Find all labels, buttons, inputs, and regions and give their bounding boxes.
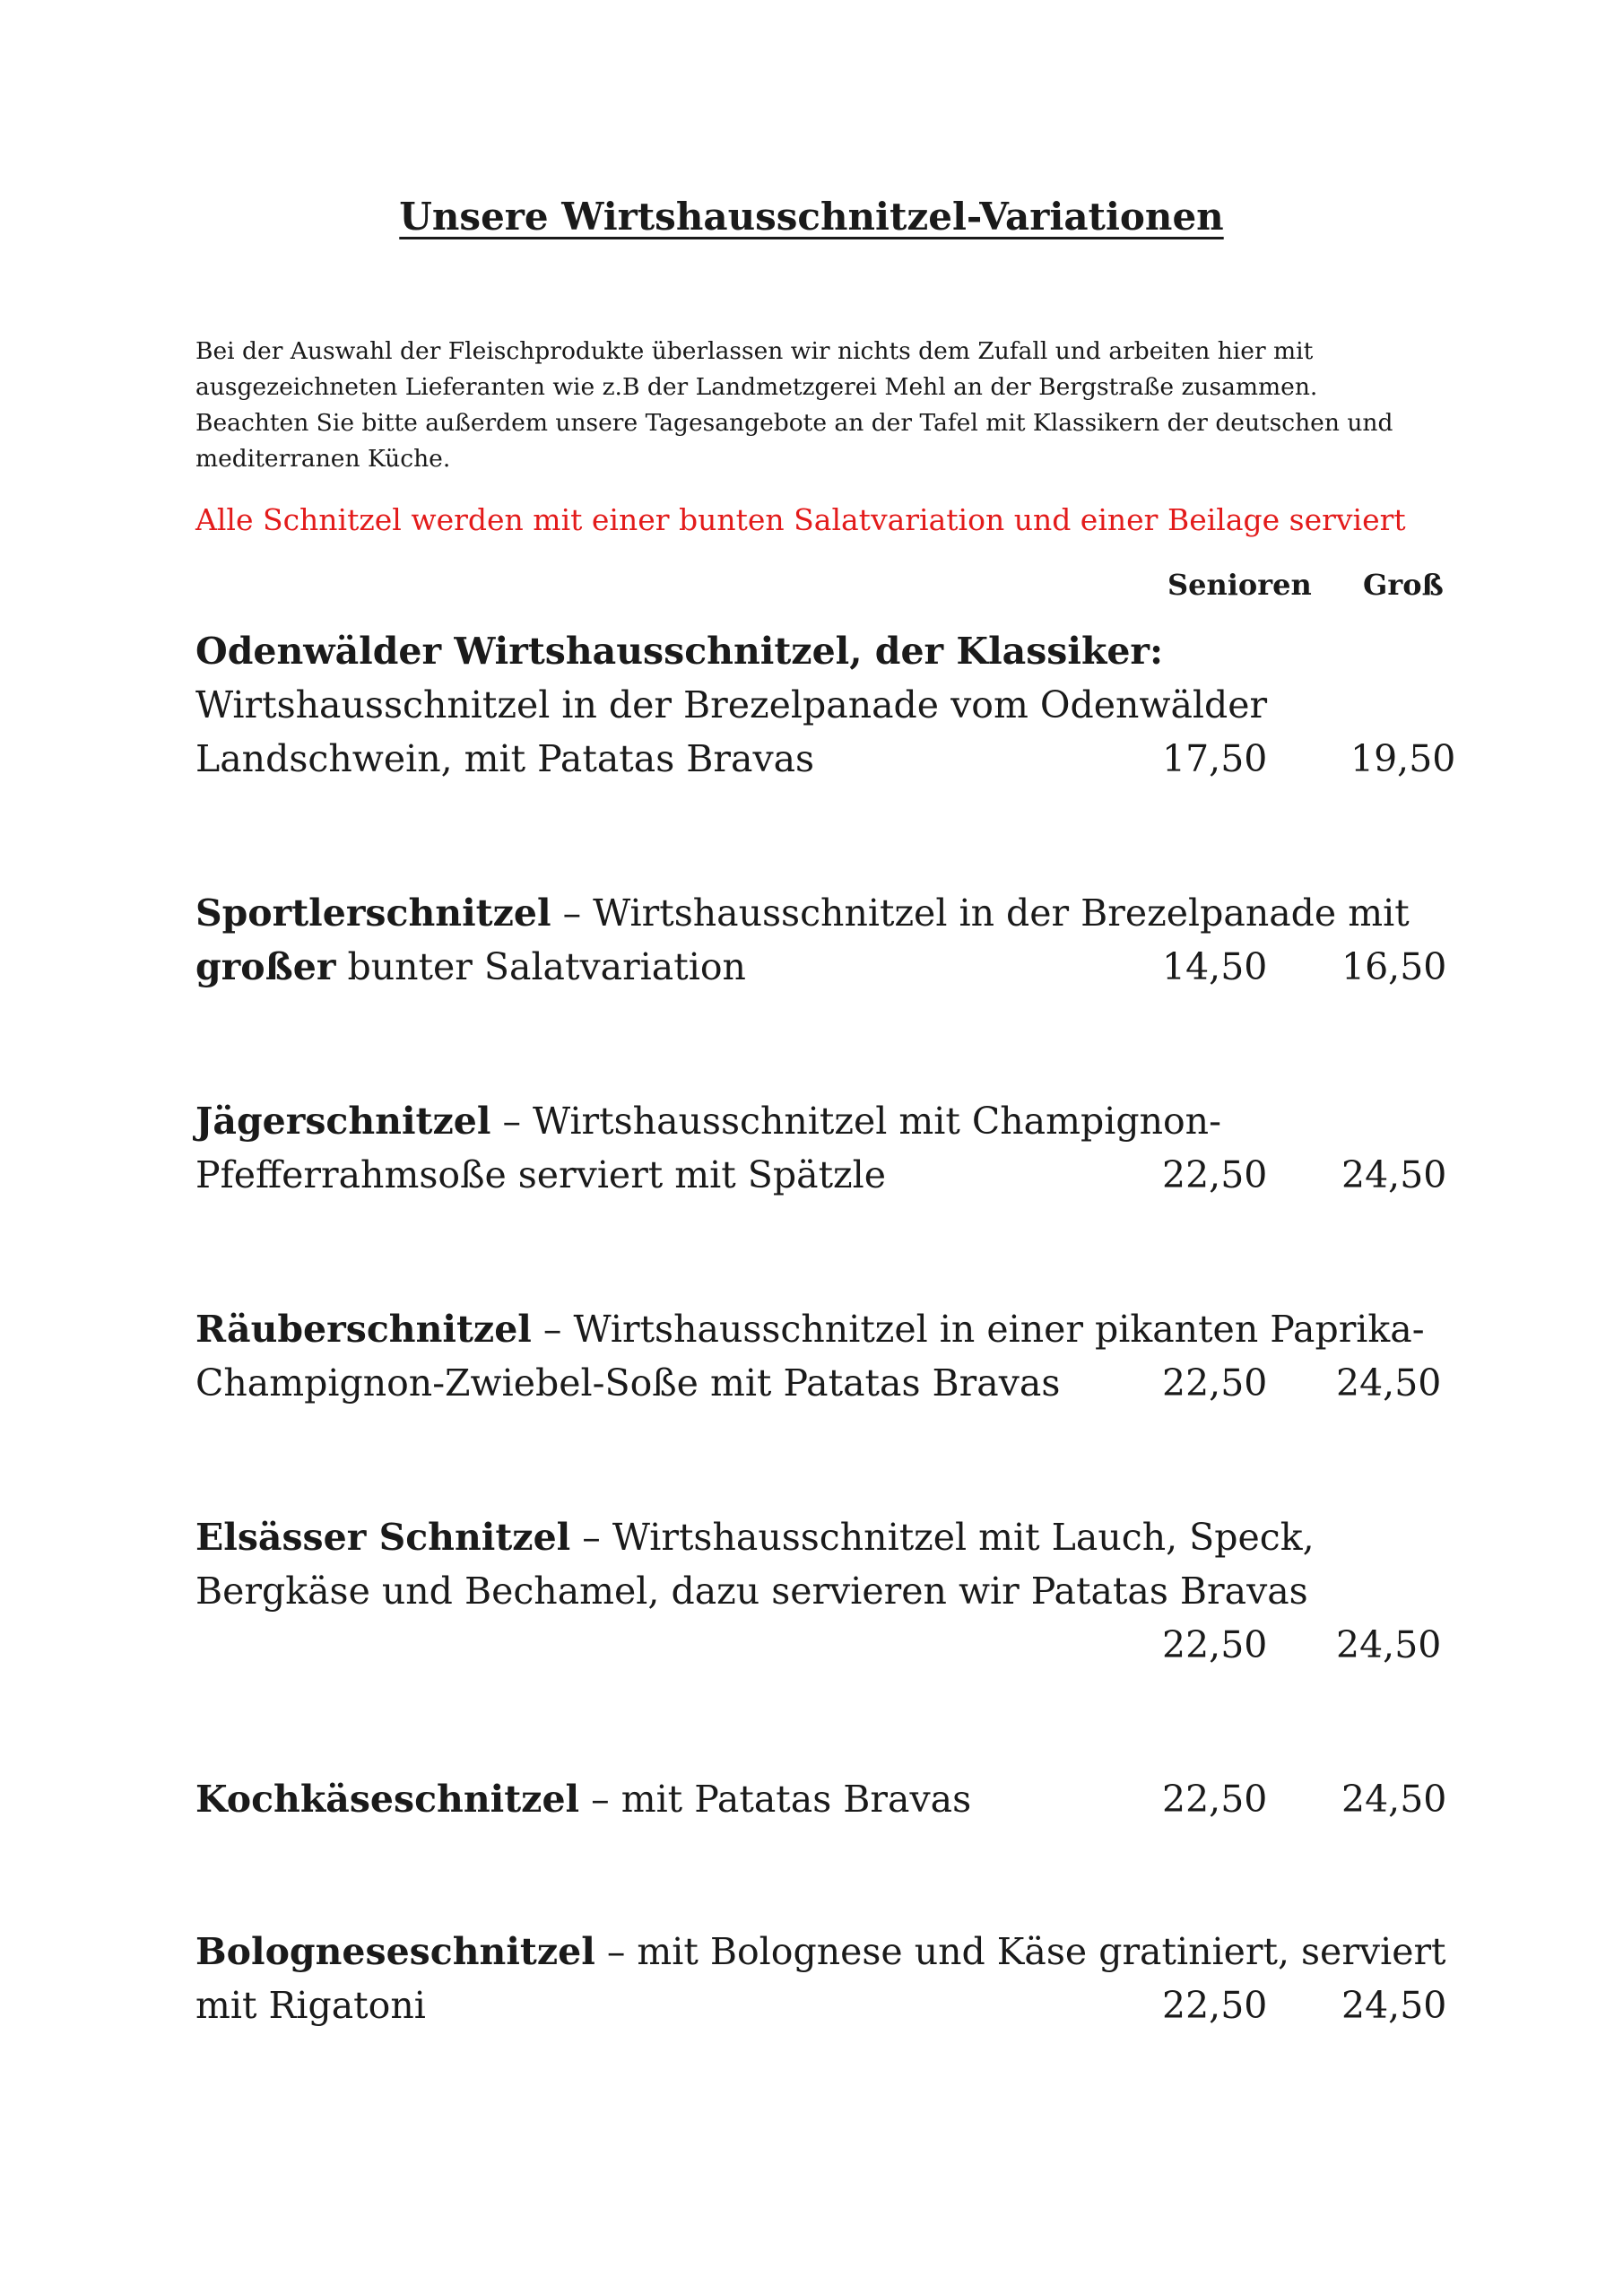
item-emphasis: großer (195, 945, 336, 988)
item-title: Sportlerschnitzel (195, 891, 551, 935)
menu-item-description: – Wirtshausschnitzel mit Lauch, Speck, (570, 1516, 1315, 1559)
menu-item-line (195, 886, 1410, 940)
price-senioren: 14,50 (1162, 945, 1268, 988)
page-title: Unsere Wirtshausschnitzel-Variationen (399, 195, 1224, 239)
intro-line: mediterranen Küche. (195, 445, 451, 473)
intro-line: ausgezeichneten Lieferanten wie z.B der Landmetzgerei Mehl an der Bergstraße zusammen. (195, 373, 1318, 401)
menu-item-line (195, 940, 746, 994)
menu-item-line (195, 1094, 1221, 1148)
price-senioren: 17,50 (1162, 737, 1268, 780)
menu-item-description: – Wirtshausschnitzel in einer pikanten Paprika- (531, 1308, 1425, 1351)
price-gross: 19,50 (1350, 737, 1456, 780)
column-header-senioren: Senioren (1167, 568, 1312, 602)
menu-item-description: Wirtshausschnitzel in der Brezelpanade vom Odenwälder (195, 683, 1268, 726)
menu-item-name (195, 624, 1163, 678)
price-gross: 16,50 (1341, 945, 1447, 988)
menu-item-line (195, 1302, 1425, 1356)
menu-item-description: bunter Salatvariation (335, 945, 746, 988)
item-title: Odenwälder Wirtshausschnitzel, der Klassiker: (195, 630, 1164, 673)
intro-text (195, 334, 1451, 477)
intro-line: Bei der Auswahl der Fleischprodukte überlassen wir nichts dem Zufall und arbeiten hier mit (195, 337, 1314, 365)
item-title: Bologneseschnitzel (195, 1930, 595, 1973)
menu-item-line (195, 1772, 971, 1826)
price-gross: 24,50 (1336, 1623, 1442, 1666)
price-senioren: 22,50 (1162, 1361, 1268, 1405)
price-senioren: 22,50 (1162, 1623, 1268, 1666)
price-gross: 24,50 (1336, 1361, 1442, 1405)
menu-item-line (195, 1510, 1315, 1564)
side-dish-notice: Alle Schnitzel werden mit einer bunten Salatvariation und einer Beilage serviert (195, 502, 1406, 537)
price-senioren: 22,50 (1162, 1778, 1268, 1821)
price-gross: 24,50 (1341, 1153, 1447, 1196)
price-gross: 24,50 (1341, 1778, 1447, 1821)
price-gross: 24,50 (1341, 1984, 1447, 2027)
item-title: Räuberschnitzel (195, 1308, 532, 1351)
menu-item-description: mit Rigatoni (195, 1984, 426, 2027)
item-title: Kochkäseschnitzel (195, 1778, 580, 1821)
item-title: Jägerschnitzel (195, 1100, 491, 1143)
menu-item-description: – mit Bolognese und Käse gratiniert, serviert (595, 1930, 1446, 1973)
menu-item-description: – Wirtshausschnitzel mit Champignon- (490, 1100, 1221, 1143)
menu-item-description: – mit Patatas Bravas (579, 1778, 972, 1821)
menu-item-description: Bergkäse und Bechamel, dazu servieren wir Patatas Bravas (195, 1570, 1308, 1613)
menu-item-line (195, 1925, 1446, 1979)
column-header-gross: Groß (1363, 568, 1444, 602)
price-senioren: 22,50 (1162, 1153, 1268, 1196)
menu-item-description: Champignon-Zwiebel-Soße mit Patatas Bravas (195, 1361, 1061, 1405)
menu-item-description: Landschwein, mit Patatas Bravas (195, 737, 815, 780)
menu-item-description: – Wirtshausschnitzel in der Brezelpanade mit (551, 891, 1410, 935)
menu-item-description: Pfefferrahmsoße serviert mit Spätzle (195, 1153, 887, 1196)
item-title: Elsässer Schnitzel (195, 1516, 571, 1559)
intro-line: Beachten Sie bitte außerdem unsere Tagesangebote an der Tafel mit Klassikern der deutschen und (195, 409, 1393, 437)
price-senioren: 22,50 (1162, 1984, 1268, 2027)
